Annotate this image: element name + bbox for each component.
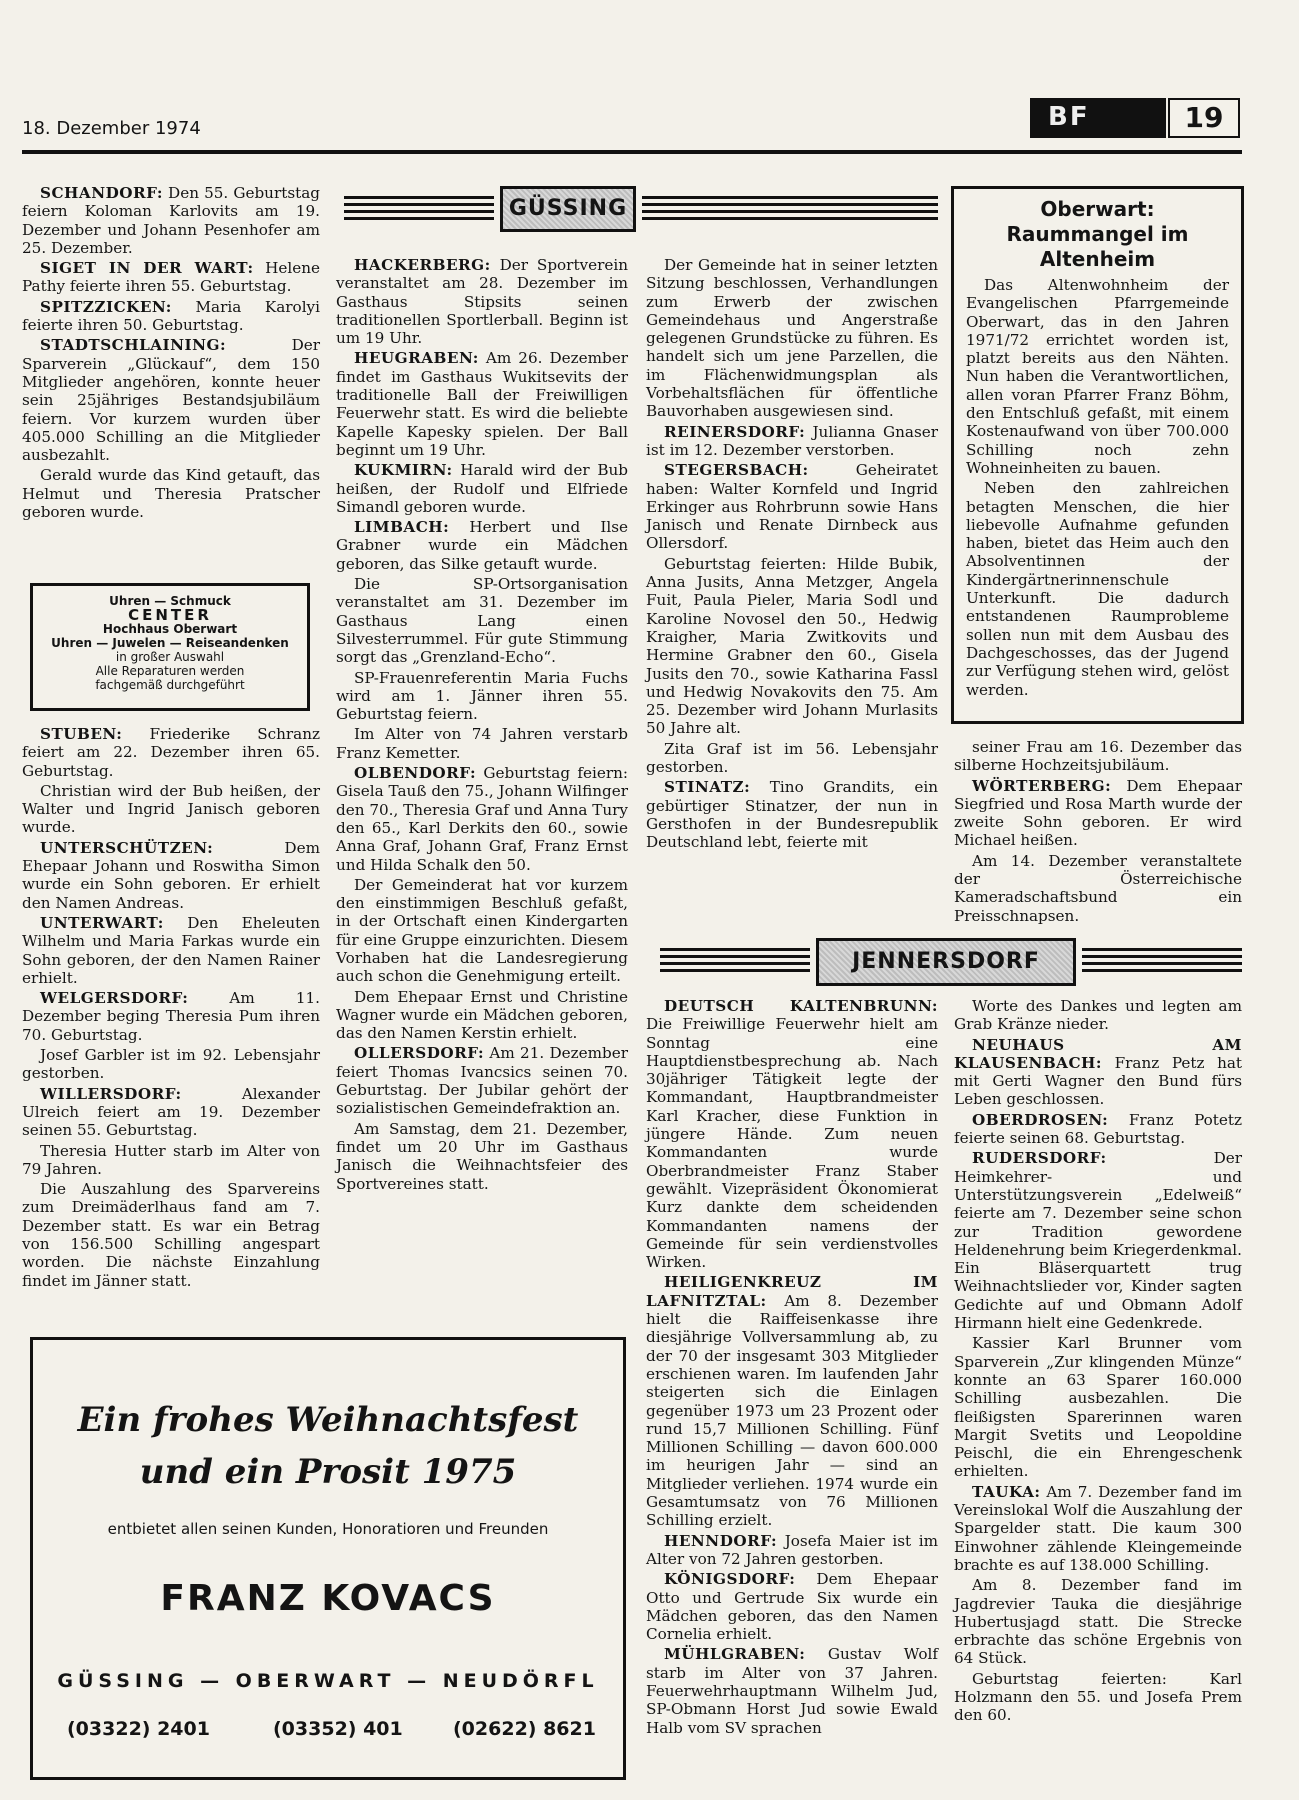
news-item [22,989,320,1044]
item-text: Herbert und Ilse Grabner wurde ein Mädchen geboren, das Silke getauft wurde. [336,518,628,573]
news-item [22,259,320,296]
item-text: Dem Ehepaar Siegfried und Rosa Marth wurde der zweite Sohn geboren. Er wird Michael heißen. [954,776,1242,850]
item-text: Dem Ehepaar Otto und Gertrude Six wurde ein Mädchen geboren, das den Namen Cornelia erhielt. [646,1570,938,1644]
place-name: STUBEN: [40,725,123,743]
item-text: Worte des Dankes und legten am Grab Kränze nieder. [954,997,1242,1034]
ad-phone-neudoerfl: (02622) 8621 [453,1718,596,1740]
place-name: OLBENDORF: [354,764,477,783]
news-item [336,575,628,666]
ad-towns: GÜSSING — OBERWART — NEUDÖRFL [57,1670,599,1692]
news-item [22,298,320,335]
place-name: LIMBACH: [354,518,450,537]
item-text: Dem Ehepaar Johann und Roswitha Simon wurde ein Sohn geboren. Er erhielt den Namen Andreas. [22,838,320,912]
ad-greeting-2: und ein Prosit 1975 [139,1452,517,1492]
place-name: RUDERSDORF: [972,1149,1107,1168]
place-name: WELGERSDORF: [40,989,189,1008]
place-name: OLLERSDORF: [354,1044,485,1063]
item-text: Gerald wurde das Kind getauft, das Helmut und Theresia Pratscher geboren wurde. [22,466,320,522]
item-text: Den Eheleuten Wilhelm und Maria Farkas wurde ein Sohn geboren, der den Namen Rainer erhielt. [22,913,320,987]
place-name: TAUKA: [972,1482,1041,1501]
column-4-mid [954,738,1242,927]
item-text: Alexander Ulreich feiert am 19. Dezember seinen 55. Geburtstag. [22,1084,320,1140]
item-text: Die Freiwillige Feuerwehr hielt am Sonntag eine Hauptdienstbesprechung ab. Nach 30jähriger Tätigkeit legte der Kommandant, Hauptbrandmeister Karl Kracher, diese Funktion in jüngere Hände. Zum neuen Kommandanten wurde Oberbrandmeister Franz Staber gewählt. Vizepräsident Ökonomierat Kurz dankte dem scheidenden Kommandanten namens der Gemeinde für sein verdienstvolles Wirken. [646,1015,938,1272]
news-item [336,876,628,986]
ad-line-4: Uhren — Juwelen — Reiseandenken [51,636,289,650]
section-label: BF [1048,102,1090,132]
place-name: UNTERWART: [40,913,164,932]
place-name: HENNDORF: [664,1531,778,1550]
ad-greeting-1: Ein frohes Weihnachtsfest [77,1400,579,1440]
news-item [646,555,938,738]
center-ad [30,583,310,711]
news-item [646,256,938,421]
place-name: HACKERBERG: [354,256,491,274]
kovacs-ad [30,1337,626,1780]
item-text: seiner Frau am 16. Dezember das silberne Hochzeitsjubiläum. [954,738,1242,775]
item-text: Kassier Karl Brunner vom Sparverein „Zur klingenden Münze“ konnte an 63 Sparer 160.000 Schilling ausbezahlen. Die fleißigsten Sparerinnen waren Margit Svetits und Leopoldine Peischl, die ein Ehrengeschenk erhielten. [954,1334,1242,1481]
news-item [336,1044,628,1117]
place-name: KÖNIGSDORF: [664,1570,796,1589]
news-item [954,1111,1242,1148]
news-item [646,1570,938,1643]
news-item [22,1142,320,1179]
item-text: Der Sportverein veranstaltet am 28. Dezember im Gasthaus Stipsits seinen traditionellen Sportlerball. Beginn ist um 19 Uhr. [336,256,628,348]
place-name: SIGET IN DER WART: [40,259,254,278]
column-2 [336,256,628,1195]
news-item [646,740,938,777]
place-name: DEUTSCH KALTENBRUNN: [664,997,938,1015]
news-item [954,1036,1242,1109]
news-item [336,988,628,1043]
box-paragraph: Das Altenwohnheim der Evangelischen Pfarrgemeinde Oberwart, das in den Jahren 1971/72 errichtet worden ist, platzt bereits aus den Nähten. Nun haben die Verantwortlichen, allen voran Pfarrer Franz Böhm, den Entschluß gefaßt, mit einem Kostenaufwand von über 700.000 Schilling noch zehn Wohneinheiten zu bauen. [966,276,1229,477]
oberwart-box [951,186,1244,724]
place-name: STADTSCHLAINING: [40,336,227,355]
column-3 [646,256,938,854]
issue-date: 18. Dezember 1974 [22,118,201,139]
news-item [336,349,628,459]
news-item [954,1334,1242,1480]
news-item [336,461,628,516]
item-text: Josef Garbler ist im 92. Lebensjahr gestorben. [22,1046,320,1083]
news-item [336,256,628,347]
news-item [22,914,320,987]
item-text: Der Heimkehrer- und Unterstützungsverein „Edelweiß“ feierte am 7. Dezember seine schon zur Tradition gewordene Heldenehrung beim Kriegerdenkmal. Ein Bläserquartett trug Weihnachtslieder vor, Kinder sagten Gedichte auf und Obmann Adolf Hirmann hielt eine Gedenkrede. [954,1149,1242,1333]
box-paragraph: Neben den zahlreichen betagten Menschen, die hier liebevolle Aufnahme gefunden haben, bietet das Heim auch den Absolventinnen der Kindergärtnerinnenschule Unterkunft. Die dadurch entstandenen Raumprobleme sollen nun mit dem Ausbau des Dachgeschosses, das der Jugend zur Verfügung stehen wird, gelöst werden. [966,479,1229,699]
ad-line-5: in großer Auswahl [115,650,225,664]
place-name: HEILIGENKREUZ IM LAFNITZTAL: [646,1273,938,1310]
news-item [646,423,938,460]
news-item [336,518,628,573]
item-text: Am Samstag, dem 21. Dezember, findet um 20 Uhr im Gasthaus Janisch die Weihnachtsfeier des Sportvereines statt. [336,1119,628,1193]
header-rule [22,150,1242,154]
news-item [954,777,1242,850]
item-text: Maria Karolyi feierte ihren 50. Geburtstag. [22,297,320,335]
news-item [22,184,320,257]
place-name: NEUHAUS AM KLAUSENBACH: [954,1035,1242,1072]
item-text: Geburtstag feiern: Gisela Tauß den 75., Johann Wilfinger den 70., Theresia Graf und Anna Tury den 65., Karl Derkits den 60., sowie Anna Graf, Johann Graf, Franz Ernst und Hilda Schalk den 50. [336,764,628,874]
news-item [22,782,320,837]
item-text: Am 26. Dezember findet im Gasthaus Wukitsevits der traditionelle Ball der Freiwilligen Feuerwehr statt. Es wird die beliebte Kapelle Kapesky spielen. Der Ball beginnt um 19 Uhr. [336,349,628,459]
item-text: Am 11. Dezember beging Theresia Pum ihren 70. Geburtstag. [22,989,320,1044]
ad-subline: entbietet allen seinen Kunden, Honoratioren und Freunden [107,1520,549,1538]
place-name: SCHANDORF: [40,184,163,202]
news-item [954,852,1242,925]
news-item [646,1532,938,1569]
news-item [22,466,320,521]
ad-line-2: CENTER [128,606,212,624]
item-text: Am 14. Dezember veranstaltete der Österreichische Kameradschaftsbund ein Preisschnapsen. [954,851,1242,925]
item-text: Geburtstag feierten: Hilde Bubik, Anna Jusits, Anna Metzger, Angela Fuit, Paula Pieler, Maria Sodl und Karoline Novosel den 50., Hedwig Kraigher, Maria Zwitkovits und Hermine Grabner den 60., Gisela Jusits den 70., sowie Katharina Fassl und Hedwig Novakovits den 75. Am 25. Dezember wird Johann Murlasits 50 Jahre alt. [646,554,938,738]
item-text: SP-Frauenreferentin Maria Fuchs wird am 1. Jänner ihren 55. Geburtstag feiern. [336,668,628,724]
column-1-lower [22,725,320,1292]
item-text: Dem Ehepaar Ernst und Christine Wagner wurde ein Mädchen geboren, das den Namen Kerstin erhielt. [336,987,628,1043]
item-text: Am 8. Dezember fand im Jagdrevier Tauka die diesjährige Hubertusjagd statt. Die Strecke erbrachte das schöne Ergebnis von 64 Stück. [954,1576,1242,1668]
item-text: Am 7. Dezember fand im Vereinslokal Wolf die Auszahlung der Spargelder statt. Die kaum 300 Einwohner zählende Kleingemeinde brachte es auf 138.000 Schilling. [954,1482,1242,1574]
page-number: 19 [1168,98,1240,138]
item-text: Helene Pathy feierte ihren 55. Geburtstag. [22,259,321,296]
item-text: Josefa Maier ist im Alter von 72 Jahren gestorben. [646,1531,939,1568]
news-item [646,1273,938,1529]
item-text: Friederike Schranz feiert am 22. Dezember ihren 65. Geburtstag. [22,725,321,780]
place-name: SPITZZICKEN: [40,297,172,316]
place-name: STEGERSBACH: [664,461,809,480]
item-text: Die SP-Ortsorganisation veranstaltet am 31. Dezember im Gasthaus Lang einen Silvesterrummel. Für gute Stimmung sorgt das „Grenzland-Echo“. [336,575,628,667]
news-item [336,1120,628,1193]
box-headline: Oberwart: Raummangel im Altenheim [1006,197,1189,271]
ad-phone-guessing: (03322) 2401 [67,1718,210,1740]
ad-line-7: fachgemäß durchgeführt [95,678,245,692]
news-item [336,669,628,724]
item-text: Zita Graf ist im 56. Lebensjahr gestorben. [646,739,938,777]
column-4-lower [954,997,1242,1727]
item-text: Im Alter von 74 Jahren verstarb Franz Kemetter. [336,725,628,762]
ad-line-1: Uhren — Schmuck [109,594,231,608]
news-item [954,738,1242,775]
item-text: Der Sparverein „Glückauf“, dem 150 Mitglieder angehören, konnte heuer sein 25jähriges Bestandsjubiläum feiern. Vor kurzem wurden über 405.000 Schilling an die Mitglieder ausbezahlt. [22,336,320,465]
item-text: Gustav Wolf starb im Alter von 37 Jahren. Feuerwehrhauptmann Wilhelm Jud, SP-Obmann Horst Jud sowie Ewald Halb vom SV sprachen [646,1645,938,1737]
jennersdorf-label: JENNERSDORF [816,938,1076,986]
item-text: Am 21. Dezember feiert Thomas Ivancsics seinen 70. Geburtstag. Der Jubilar gehört der sozialistischen Gemeindefraktion an. [336,1044,628,1118]
ad-line-3: Hochhaus Oberwart [102,622,238,636]
item-text: Franz Potetz feierte seinen 68. Geburtstag. [954,1110,1243,1148]
news-item [954,1483,1242,1574]
guessing-rule-right [642,196,938,220]
news-item [22,1180,320,1290]
item-text: Der Gemeinde hat in seiner letzten Sitzung beschlossen, Verhandlungen zum Erwerb der zwischen Gemeindehaus und Angerstraße gelegenen Grundstücke zu führen. Es handelt sich um jene Parzellen, die im Flächenwidmungsplan als Vorbehaltsflächen für öffentliche Bauvorhaben ausgewiesen sind. [646,256,938,421]
column-1 [22,184,320,523]
item-text: Harald wird der Bub heißen, der Rudolf und Elfriede Simandl geboren wurde. [336,461,628,516]
place-name: KUKMIRN: [354,461,453,480]
item-text: Tino Grandits, ein gebürtiger Stinatzer, der nun in Gersthofen in der Bundesrepublik Deutschland lebt, feierte mit [646,778,939,852]
item-text: Julianna Gnaser ist im 12. Dezember verstorben. [646,422,938,459]
ad-phone-oberwart: (03352) 401 [273,1718,403,1740]
news-item [646,1645,938,1736]
item-text: Der Gemeinderat hat vor kurzem den einstimmigen Beschluß gefaßt, in der Ortschaft einen Kindergarten für eine Gruppe einzurichten. Diesem Vorhaben hat die Landesregierung auch schon die Genehmigung erteilt. [336,875,628,986]
jennersdorf-rule-left [660,948,810,972]
news-item [22,725,320,780]
column-3-lower [646,997,938,1739]
section-badge [1030,98,1166,138]
ad-name: FRANZ KOVACS [160,1578,496,1619]
news-item [954,1149,1242,1332]
place-name: WILLERSDORF: [40,1084,182,1103]
news-item [22,336,320,464]
news-item [954,1670,1242,1725]
place-name: WÖRTERBERG: [972,776,1112,795]
item-text: Geheiratet haben: Walter Kornfeld und Ingrid Erkinger aus Rohrbrunn sowie Hans Janisch und Renate Dirnbeck aus Ollersdorf. [646,461,938,553]
news-item [954,997,1242,1034]
item-text: Christian wird der Bub heißen, der Walter und Ingrid Janisch geboren wurde. [22,781,320,837]
news-item [22,1046,320,1083]
item-text: Die Auszahlung des Sparvereins zum Dreimäderlhaus fand am 7. Dezember statt. Es war ein Betrag von 156.500 Schilling angespart worden. Die nächste Einzahlung findet im Jänner statt. [22,1180,320,1290]
jennersdorf-rule-right [1082,948,1242,972]
news-item [336,725,628,762]
box-body [966,276,1229,699]
news-item [336,764,628,874]
guessing-label: GÜSSING [500,186,636,232]
item-text: Theresia Hutter starb im Alter von 79 Jahren. [22,1141,320,1178]
news-item [646,778,938,851]
item-text: Den 55. Geburtstag feiern Koloman Karlovits am 19. Dezember und Johann Pesenhofer am 25. Dezember. [22,184,320,257]
guessing-rule-left [344,196,494,220]
news-item [646,997,938,1271]
news-item [646,461,938,552]
news-item [954,1576,1242,1667]
item-text: Franz Petz hat mit Gerti Wagner den Bund fürs Leben geschlossen. [954,1053,1243,1109]
place-name: HEUGRABEN: [354,349,479,368]
place-name: REINERSDORF: [664,422,806,441]
item-text: Geburtstag feierten: Karl Holzmann den 55. und Josefa Prem den 60. [954,1669,1242,1725]
ad-line-6: Alle Reparaturen werden [95,664,245,678]
news-item [22,839,320,912]
place-name: UNTERSCHÜTZEN: [40,838,214,857]
place-name: MÜHLGRABEN: [664,1645,806,1664]
place-name: STINATZ: [664,778,751,797]
place-name: OBERDROSEN: [972,1110,1109,1129]
item-text: Am 8. Dezember hielt die Raiffeisenkasse ihre diesjährige Vollversammlung ab, zu der 70 der insgesamt 303 Mitglieder erschienen waren. Im laufenden Jahr steigerten sich die Einlagen gegenüber 1973 um 23 Prozent oder rund 15,7 Millionen Schilling. Fünf Millionen Schilling — davon 600.000 im heurigen Jahr — sind an Mitglieder verliehen. 1974 wurde ein Gesamtumsatz von 76 Millionen Schilling erzielt. [646,1291,939,1530]
news-item [22,1085,320,1140]
